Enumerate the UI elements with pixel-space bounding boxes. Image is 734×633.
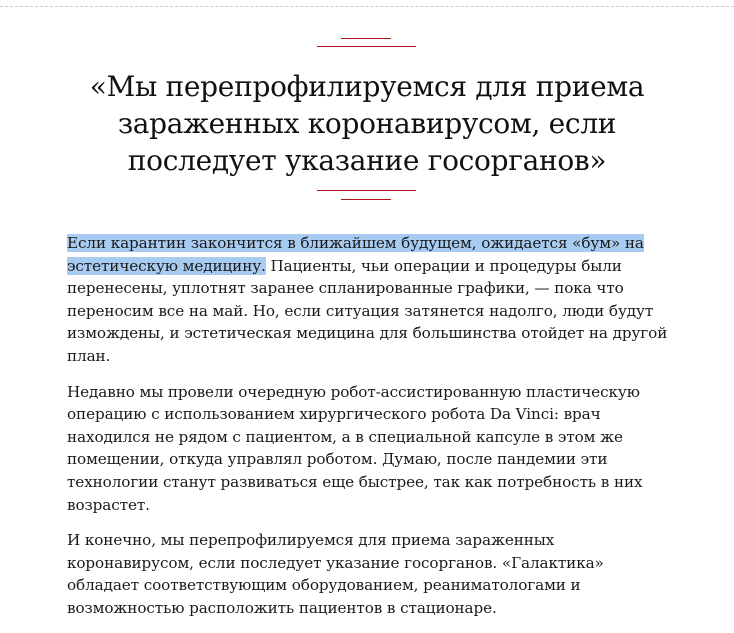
- top-rule-short: [341, 38, 391, 39]
- top-rule-long: [317, 46, 416, 47]
- selected-text[interactable]: Если карантин закончится в ближайшем будущем, ожидается «бум» на эстетическую медицину.: [67, 234, 644, 275]
- pull-quote: [40, 68, 694, 179]
- page-top-border: [0, 6, 734, 7]
- paragraph-1: [67, 232, 672, 368]
- bottom-rule-long: [317, 190, 416, 191]
- pull-quote-line-3: последует указание госорганов»: [127, 144, 607, 177]
- pull-quote-line-2: зараженных коронавирусом, если: [117, 107, 617, 140]
- pull-quote-line-1: «Мы перепрофилируемся для приема: [89, 70, 645, 103]
- bottom-rule-short: [341, 199, 391, 200]
- paragraph-1-text: Пациенты, чьи операции и процедуры были перенесены, уплотнят заранее спланированные графики, — пока что переносим все на май. Но, если ситуация затянется надолго, люди будут измождены, и эстетическая медицина для большинства отойдет на другой план.: [67, 256, 668, 365]
- paragraph-3: И конечно, мы перепрофилируемся для приема зараженных коронавирусом, если последует указание госорганов. «Галактика» обладает соответствующим оборудованием, реаниматологами и возможностью расположить пациентов в стационаре.: [67, 531, 604, 617]
- article-body: [67, 232, 672, 633]
- paragraph-2: Недавно мы провели очередную робот-ассистированную пластическую операцию с использованием хирургического робота Da Vinci: врач находился не рядом с пациентом, а в специальной капсуле в этом же помещении, откуда управлял роботом. Думаю, после пандемии эти технологии станут развиваться еще быстрее, так как потребность в них возрастет.: [67, 382, 643, 514]
